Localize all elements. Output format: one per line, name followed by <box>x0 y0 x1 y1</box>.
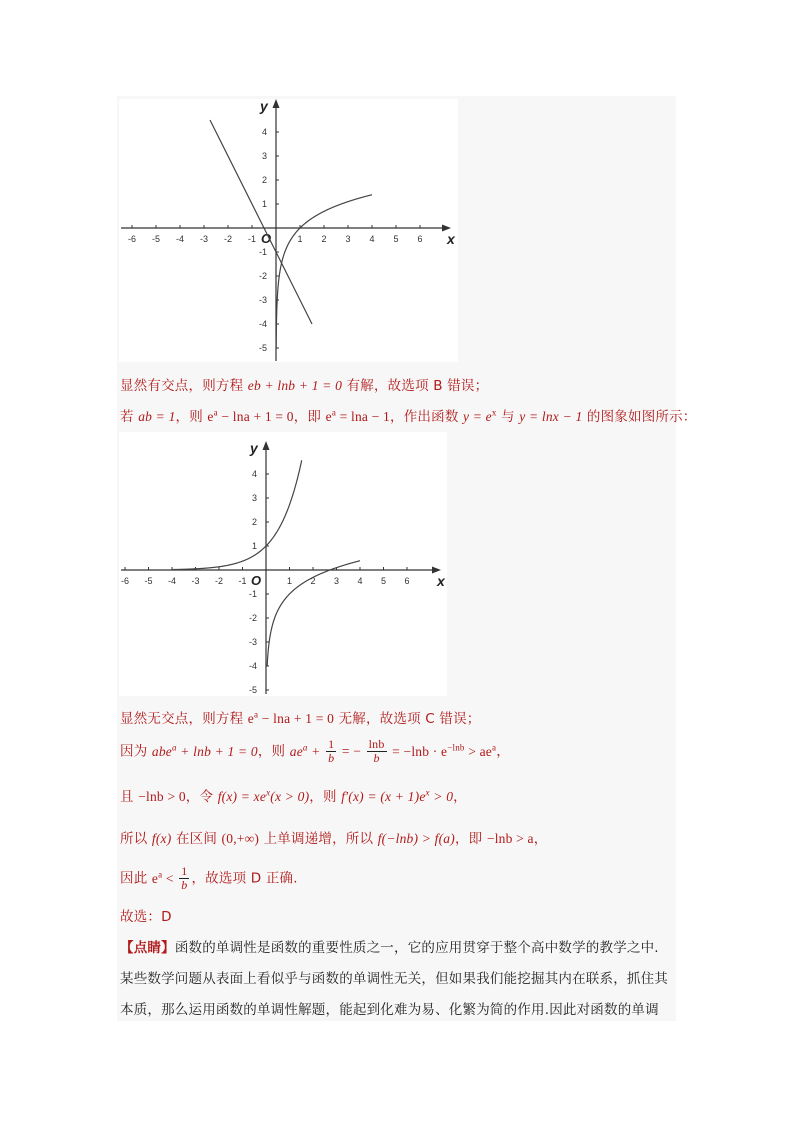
y-tick-label: 1 <box>251 541 257 551</box>
y-tick-label: 2 <box>261 175 267 185</box>
y-tick-label: 4 <box>261 127 267 137</box>
x-tick-label: 1 <box>297 234 303 244</box>
x-tick-label: -2 <box>223 234 233 244</box>
x-tick-label: -1 <box>238 576 247 586</box>
x-tick-label: -6 <box>127 234 137 244</box>
x-tick-label: 4 <box>357 576 363 586</box>
y-tick-label: 2 <box>251 517 257 527</box>
y-tick-label: -2 <box>248 613 257 623</box>
x-tick-label: 6 <box>417 234 423 244</box>
y-tick-label: -5 <box>258 343 267 353</box>
y-tick-label: -5 <box>248 685 257 695</box>
text-line-10: 某些数学问题从表面上看似乎与函数的单调性无关，但如果我们能挖掘其内在联系，抓住其 <box>120 971 668 987</box>
graph-figure-1 <box>119 99 458 362</box>
x-tick-label: 5 <box>380 576 387 586</box>
x-tick-label: -3 <box>191 576 200 586</box>
x-tick-label: 1 <box>286 576 293 586</box>
text-line-7: 因此 $e^a$ < $\frac{1}{b}$ ，故选项 D 正确. <box>120 864 298 892</box>
graph-figure-2 <box>119 432 447 696</box>
y-tick-label: 3 <box>251 493 257 503</box>
y-tick-label: -1 <box>248 589 257 599</box>
y-tick-label: -3 <box>258 295 267 305</box>
curve-ln-x-minus-1 <box>267 561 363 666</box>
text-line-5: 且 −lnb > 0，令 $f(x) = xe^x(x > 0)$，则 $f'(x) = (x + 1)e^x > 0$， <box>120 787 467 805</box>
text-line-4: 因为 abe$^a$ + lnb + 1 = 0，则 $ae^a$ + $\frac{1}{b}$ = − $\frac{\ln b}{b}$ = $-\ln b \cdot e^{-lnb} > ae^a$， <box>120 737 510 765</box>
curve-ln-x <box>276 195 375 347</box>
x-tick-label: -5 <box>151 234 161 244</box>
graph-2-svg <box>119 432 447 696</box>
y-axis-arrow <box>263 441 270 450</box>
x-tick-label: -4 <box>167 576 177 586</box>
x-axis-label: x <box>437 573 445 589</box>
x-tick-label: -6 <box>120 576 130 586</box>
x-axis-label: x <box>447 231 455 247</box>
graph-1-svg <box>119 99 458 362</box>
y-tick-label: -1 <box>258 247 267 257</box>
origin-label: O <box>261 231 272 246</box>
text-line-11: 本质，那么运用函数的单调性解题，能起到化难为易、化繁为简的作用.因此对函数的单调 <box>120 1002 659 1018</box>
x-tick-label: 2 <box>310 576 316 586</box>
y-tick-label: -3 <box>248 637 257 647</box>
text-line-6: 所以 f(x) 在区间 (0,+∞) 上单调递增，所以 f(−lnb) > f(a)，即 −lnb > a， <box>120 831 548 847</box>
y-axis-label: y <box>250 440 258 456</box>
y-tick-label: -2 <box>258 271 267 281</box>
text-line-9: 【点睛】函数的单调性是函数的重要性质之一，它的应用贯穿于整个高中数学的教学之中. <box>120 940 659 956</box>
x-tick-label: 3 <box>345 234 351 244</box>
curve-exp-x <box>172 460 302 569</box>
x-tick-label: -4 <box>175 234 185 244</box>
y-tick-label: -4 <box>248 661 257 671</box>
x-tick-label: 4 <box>369 234 375 244</box>
y-tick-label: 4 <box>251 469 257 479</box>
y-tick-label: 3 <box>261 151 267 161</box>
y-tick-label: -4 <box>258 319 267 329</box>
origin-label: O <box>251 573 262 588</box>
text-line-2: 若 ab = 1，则 $e^a - \ln a + 1 = 0$，即 $e^a = \ln a - 1$，作出函数 $y = e^x$ 与 y = lnx − 1 的图象如图所示： <box>120 407 697 425</box>
dianjing-tag: 【点睛】 <box>120 940 175 956</box>
y-axis-label: y <box>260 99 268 114</box>
text-line-1: 显然有交点，则方程 eb + lnb + 1 = 0 有解，故选项 B 错误； <box>120 378 489 394</box>
y-axis-arrow <box>273 99 280 108</box>
x-tick-label: -2 <box>214 576 224 586</box>
x-tick-label: -5 <box>144 576 153 586</box>
x-tick-label: -3 <box>199 234 209 244</box>
x-tick-label: 3 <box>333 576 340 586</box>
y-tick-label: 1 <box>261 199 267 209</box>
text-line-8: 故选：D <box>120 909 172 925</box>
x-tick-label: 6 <box>404 576 410 586</box>
x-tick-label: 2 <box>321 234 327 244</box>
text-line-3: 显然无交点，则方程 $e^a - \ln a + 1 = 0$ 无解，故选项 C 错误； <box>120 709 481 727</box>
x-tick-label: -1 <box>247 234 257 244</box>
x-tick-label: 5 <box>393 234 399 244</box>
